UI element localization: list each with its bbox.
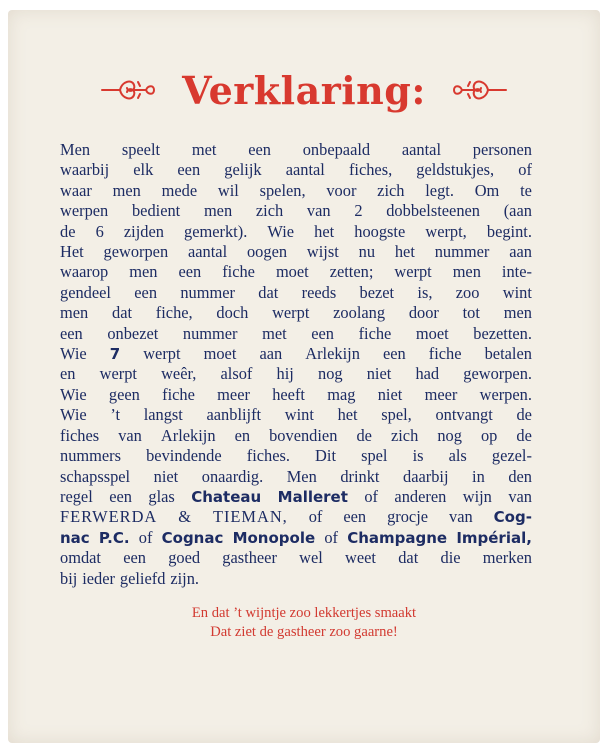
word: &: [178, 507, 192, 527]
paragraph-line: [60, 467, 532, 487]
word: Champagne: [347, 528, 448, 547]
word: zijden: [123, 221, 164, 241]
paragraph-line: [60, 385, 532, 405]
word: als: [448, 446, 467, 466]
word: of: [138, 527, 153, 547]
word: personen: [472, 140, 532, 159]
paragraph-line: [60, 222, 532, 242]
word: in: [472, 466, 485, 486]
word: fiches,: [348, 160, 393, 180]
page-title: Verklaring:: [182, 67, 426, 113]
word: die: [440, 548, 461, 568]
word: dat: [112, 303, 133, 323]
word: waarop: [60, 262, 109, 282]
word: niet: [366, 364, 392, 384]
word: 7: [109, 345, 121, 364]
word: Wie: [60, 384, 87, 404]
word: zoo: [455, 282, 480, 302]
word: Malleret: [277, 487, 348, 506]
word: werpen.: [479, 384, 532, 404]
word: fiches: [60, 425, 100, 445]
word: geliefd: [119, 568, 166, 588]
word: moet: [415, 323, 449, 343]
word: Wie: [60, 405, 87, 425]
word: van: [508, 486, 532, 506]
paragraph-line: [60, 548, 532, 568]
word: mede: [161, 180, 198, 200]
word: bij: [60, 568, 78, 588]
word: het: [337, 405, 358, 425]
word: P.C.: [98, 528, 130, 547]
word: Wie: [60, 344, 87, 364]
word: heeft: [272, 384, 305, 404]
word: geen: [108, 384, 140, 404]
card: [8, 10, 600, 743]
word: met: [191, 140, 217, 159]
instructions-paragraph: [60, 140, 532, 589]
word: wil: [217, 180, 239, 200]
word: Wie: [267, 221, 295, 241]
word: aanblijft: [206, 405, 262, 425]
word: Men: [286, 466, 317, 486]
word: werpt: [394, 262, 432, 282]
word: men: [129, 262, 158, 282]
word: goed: [168, 548, 201, 568]
word: weet: [345, 548, 376, 568]
word: had: [415, 364, 440, 384]
word: gezel-: [491, 446, 532, 466]
word: hij: [276, 364, 294, 384]
word: of: [364, 486, 378, 506]
word: bedient: [131, 201, 181, 221]
word: men: [503, 303, 532, 323]
word: men: [203, 201, 233, 221]
paragraph-line: [60, 324, 532, 344]
word: geworpen: [103, 242, 169, 262]
word: wijst: [306, 242, 339, 262]
word: langst: [143, 405, 183, 425]
word: nog: [318, 364, 343, 384]
title-row: [8, 62, 600, 118]
word: anderen: [394, 486, 447, 506]
left-ornament-icon: [100, 73, 156, 107]
word: de: [60, 221, 76, 241]
word: wel: [299, 548, 323, 568]
paragraph-line: [60, 242, 532, 262]
word: nummer: [180, 282, 235, 302]
word: glas: [148, 486, 175, 506]
word: op: [480, 425, 498, 445]
word: fiche: [358, 323, 392, 343]
word: men: [452, 262, 481, 282]
word: Monopole: [232, 528, 316, 547]
word: speelt: [121, 140, 161, 159]
word: fiches.: [246, 446, 290, 466]
word: nummer: [182, 323, 238, 343]
word: waarbij: [60, 160, 110, 180]
word: het: [314, 221, 335, 241]
word: Chateau: [191, 487, 262, 506]
word: den: [508, 466, 532, 486]
word: regel: [60, 486, 93, 506]
word: aan: [509, 242, 532, 262]
word: 2: [354, 201, 363, 221]
word: zich: [390, 425, 419, 445]
word: van: [449, 507, 473, 527]
word: is,: [417, 282, 433, 302]
word: men: [112, 180, 141, 200]
word: hoogste: [354, 221, 406, 241]
word: het: [394, 242, 415, 262]
word: legt.: [425, 180, 454, 200]
word: niet: [153, 466, 179, 486]
paragraph-line: [60, 528, 532, 548]
word: een: [60, 323, 83, 343]
right-ornament-icon: [452, 73, 508, 107]
word: Het: [60, 242, 84, 262]
word: ’t: [110, 405, 121, 425]
word: omdat: [60, 548, 101, 568]
word: onbezet: [107, 323, 159, 343]
word: spelen,: [259, 180, 306, 200]
word: of: [308, 507, 323, 527]
word: Men: [60, 140, 91, 159]
word: doch: [216, 303, 249, 323]
word: fiche: [162, 384, 195, 404]
word: gemerkt).: [184, 221, 248, 241]
word: de: [356, 425, 372, 445]
word: gelijk: [224, 160, 262, 180]
word: of: [324, 527, 339, 547]
word: zich: [377, 180, 405, 200]
word: bezetten.: [473, 323, 532, 343]
word: werpt,: [425, 221, 467, 241]
word: aantal: [188, 242, 228, 262]
word: een: [178, 262, 202, 282]
verse-line: En dat ’t wijntje zoo lekkertjes smaakt: [191, 605, 417, 621]
word: te: [520, 180, 532, 200]
word: TIEMAN,: [212, 507, 288, 527]
word: betalen: [484, 344, 532, 364]
word: fiche: [222, 262, 255, 282]
paragraph-line: [60, 303, 532, 323]
word: is: [412, 446, 424, 466]
word: drinkt: [340, 466, 380, 486]
word: een: [123, 548, 146, 568]
word: waar: [60, 180, 92, 200]
word: een: [177, 160, 201, 180]
word: zetten;: [329, 262, 374, 282]
word: niet: [377, 384, 403, 404]
word: weêr,: [161, 364, 197, 384]
paragraph-line: [60, 160, 532, 180]
paragraph-line: [60, 344, 532, 364]
word: Cog-: [493, 508, 532, 527]
paragraph-line: [60, 426, 532, 446]
word: aantal: [401, 140, 442, 159]
word: voor: [326, 180, 357, 200]
word: werpt: [99, 364, 137, 384]
word: wijn: [462, 486, 492, 506]
word: een: [134, 282, 158, 302]
word: begint.: [486, 221, 532, 241]
paragraph-line: [60, 487, 532, 507]
word: aan: [259, 344, 283, 364]
word: men: [60, 303, 89, 323]
word: ontvangt: [435, 405, 493, 425]
word: Arlekijn: [160, 425, 216, 445]
word: onaardig.: [201, 466, 264, 486]
paragraph-line: [60, 201, 532, 221]
paragraph-line: [60, 364, 532, 384]
word: Cognac: [161, 528, 224, 547]
word: nummer: [434, 242, 490, 262]
paragraph-line: [60, 405, 532, 425]
word: daarbij: [403, 466, 449, 486]
word: Dit: [315, 446, 336, 466]
word: de: [516, 405, 532, 425]
word: moet: [203, 344, 237, 364]
word: spel: [361, 446, 388, 466]
word: een: [109, 486, 132, 506]
word: Impérial,: [456, 528, 532, 547]
paragraph-line: [60, 507, 532, 527]
word: zoolang: [333, 303, 386, 323]
word: gastheer: [222, 548, 277, 568]
word: geldstukjes,: [416, 160, 495, 180]
word: tot: [462, 303, 480, 323]
word: ieder: [82, 568, 115, 588]
word: een: [382, 344, 406, 364]
word: door: [408, 303, 439, 323]
word: meer: [217, 384, 250, 404]
word: zijn.: [170, 568, 199, 588]
word: werpt: [272, 303, 310, 323]
word: dobbelsteenen: [386, 201, 480, 221]
paragraph-line: [60, 140, 532, 160]
paragraph-line: [60, 569, 532, 589]
word: inte-: [501, 262, 532, 282]
word: reeds: [301, 282, 337, 302]
word: nu: [358, 242, 376, 262]
word: de: [516, 425, 532, 445]
word: mag: [327, 384, 356, 404]
word: zich: [255, 201, 284, 221]
word: een: [248, 140, 271, 159]
word: elk: [133, 160, 154, 180]
word: en: [234, 425, 251, 445]
word: bevindende: [146, 446, 222, 466]
word: fiche: [428, 344, 462, 364]
paragraph-line: [60, 283, 532, 303]
word: bovendien: [269, 425, 338, 445]
word: werpt: [143, 344, 181, 364]
word: aantal: [285, 160, 325, 180]
word: met: [262, 323, 287, 343]
word: gendeel: [60, 282, 111, 302]
word: van: [306, 201, 331, 221]
word: (aan: [503, 201, 532, 221]
word: geworpen.: [463, 364, 532, 384]
word: wint: [502, 282, 532, 302]
word: of: [518, 160, 532, 180]
word: merken: [482, 548, 532, 568]
word: meer: [424, 384, 458, 404]
word: een: [343, 507, 367, 527]
word: wint: [284, 405, 314, 425]
word: bezet: [359, 282, 395, 302]
word: oogen: [246, 242, 288, 262]
word: Om: [474, 180, 500, 200]
word: Arlekijn: [305, 344, 360, 364]
word: onbepaald: [302, 140, 371, 159]
word: werpen: [60, 201, 109, 221]
word: nog: [437, 425, 462, 445]
word: nummers: [60, 446, 122, 466]
word: dat: [258, 282, 279, 302]
paragraph-line: [60, 262, 532, 282]
word: alsof: [220, 364, 253, 384]
verse: [8, 604, 600, 642]
word: dat: [398, 548, 419, 568]
paragraph-line: [60, 181, 532, 201]
word: 6: [95, 221, 104, 241]
word: en: [60, 364, 76, 384]
word: moet: [275, 262, 309, 282]
word: fiche,: [155, 303, 193, 323]
paragraph-line: [60, 446, 532, 466]
word: spel,: [381, 405, 412, 425]
word: van: [118, 425, 142, 445]
word: grocje: [387, 507, 429, 527]
word: nac: [60, 528, 90, 547]
word: een: [311, 323, 334, 343]
word: FERWERDA: [60, 507, 158, 527]
verse-line: Dat ziet de gastheer zoo gaarne!: [210, 624, 398, 640]
word: schapsspel: [60, 466, 131, 486]
